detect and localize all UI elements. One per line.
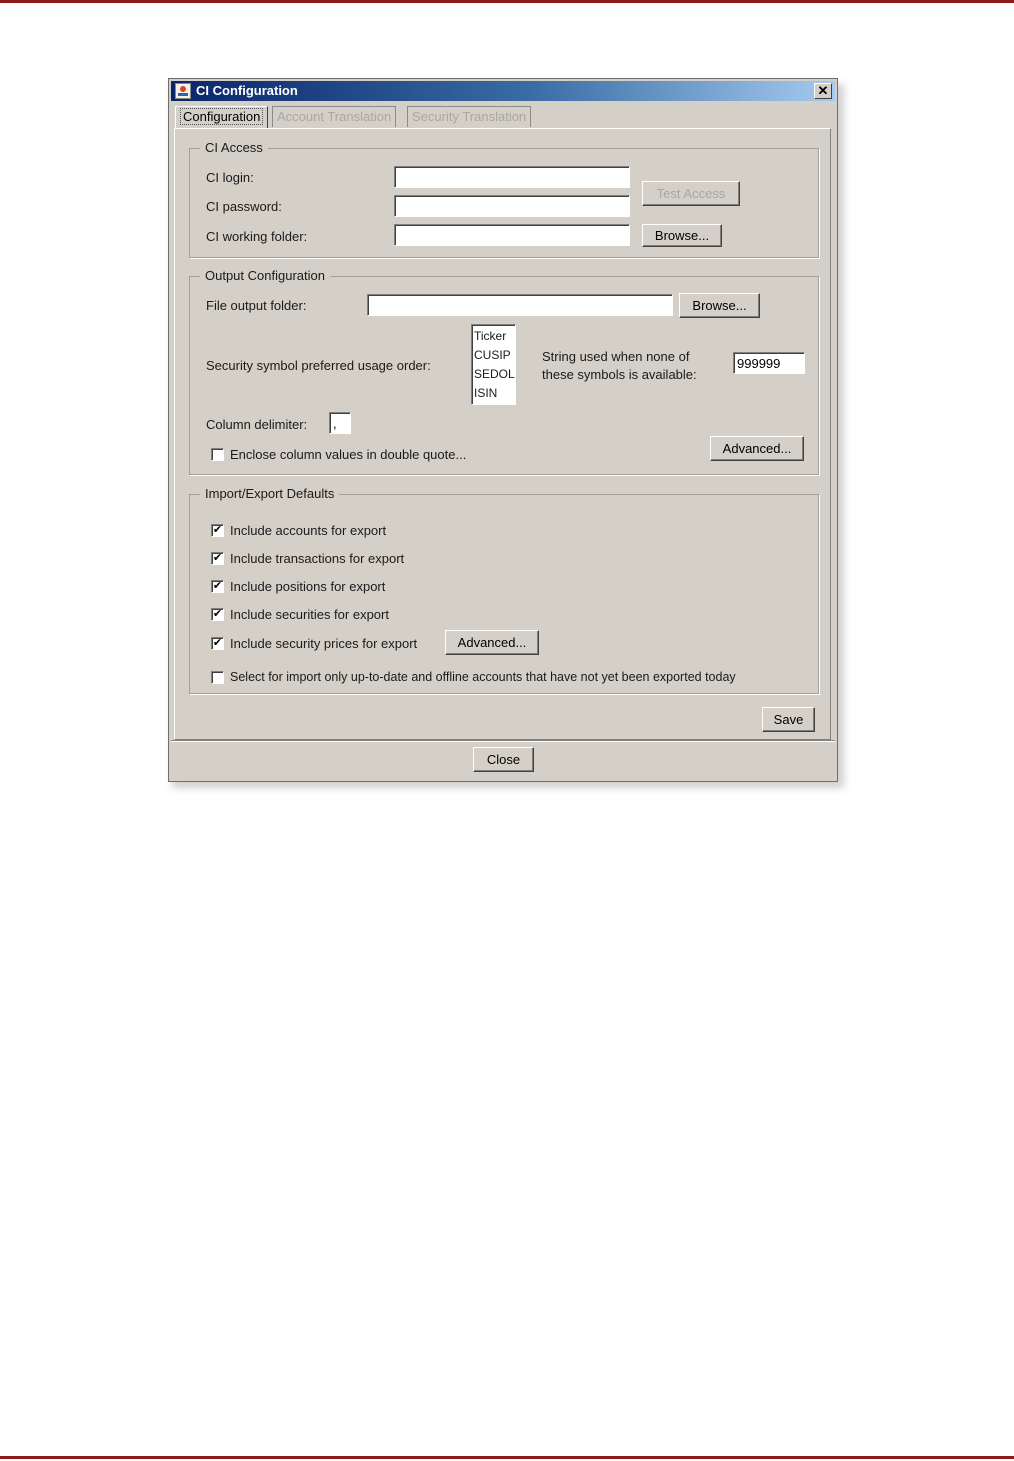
enclose-quotes-label: Enclose column values in double quote... <box>230 447 467 462</box>
enclose-quotes-checkbox[interactable] <box>211 448 224 461</box>
output-browse-button[interactable]: Browse... <box>679 293 760 318</box>
tab-account-translation[interactable]: Account Translation <box>272 106 396 127</box>
include-security-prices-label: Include security prices for export <box>230 636 418 651</box>
save-button[interactable]: Save <box>762 707 815 732</box>
tab-configuration-label: Configuration <box>180 108 263 125</box>
ci-configuration-dialog <box>168 78 838 782</box>
tab-security-translation[interactable]: Security Translation <box>407 106 531 127</box>
ci-access-title: CI Access <box>200 140 268 155</box>
test-access-button[interactable]: Test Access <box>642 181 740 206</box>
ci-password-label: CI password: <box>206 199 282 214</box>
include-transactions-checkbox[interactable]: ✔ <box>212 552 223 564</box>
ci-working-folder-input[interactable] <box>394 224 630 246</box>
select-import-checkbox[interactable] <box>211 671 224 684</box>
output-configuration-title: Output Configuration <box>200 268 330 283</box>
select-import-label: Select for import only up-to-date and offline accounts that have not yet been exported today <box>230 670 736 684</box>
fallback-string-input[interactable] <box>733 352 805 374</box>
java-icon <box>175 83 191 99</box>
symbol-order-list[interactable] <box>471 324 516 405</box>
symbol-order-label: Security symbol preferred usage order: <box>206 358 431 373</box>
ci-login-label: CI login: <box>206 170 254 185</box>
include-positions-label: Include positions for export <box>230 579 386 594</box>
include-accounts-label: Include accounts for export <box>230 523 387 538</box>
output-configuration-group <box>189 268 819 475</box>
include-securities-checkbox[interactable]: ✔ <box>212 608 223 620</box>
ci-login-input[interactable] <box>394 166 630 188</box>
import-export-defaults-title: Import/Export Defaults <box>200 486 339 501</box>
close-icon[interactable]: ✕ <box>814 83 832 99</box>
ci-password-input[interactable] <box>394 195 630 217</box>
list-item[interactable]: Ticker <box>474 329 507 343</box>
include-transactions-label: Include transactions for export <box>230 551 405 566</box>
tab-configuration[interactable] <box>175 106 268 128</box>
ci-access-group <box>189 140 819 258</box>
footer-separator <box>171 740 835 742</box>
ci-working-folder-label: CI working folder: <box>206 229 308 244</box>
page-bottom-rule <box>0 1456 1014 1459</box>
fallback-string-label-line2: these symbols is available: <box>542 367 697 382</box>
list-item[interactable]: CUSIP <box>474 348 511 362</box>
defaults-advanced-button[interactable]: Advanced... <box>445 630 539 655</box>
fallback-string-label-line1: String used when none of <box>542 349 690 364</box>
column-delimiter-input[interactable] <box>329 412 351 434</box>
window-title: CI Configuration <box>196 83 298 98</box>
page-top-rule <box>0 0 1014 3</box>
column-delimiter-label: Column delimiter: <box>206 417 308 432</box>
file-output-folder-label: File output folder: <box>206 298 307 313</box>
title-bar[interactable] <box>171 81 835 101</box>
import-export-defaults-group <box>189 486 819 694</box>
output-advanced-button[interactable]: Advanced... <box>710 436 804 461</box>
configuration-panel <box>174 128 831 740</box>
include-security-prices-checkbox[interactable]: ✔ <box>212 637 223 649</box>
include-accounts-checkbox[interactable]: ✔ <box>212 524 223 536</box>
ci-browse-button[interactable]: Browse... <box>642 224 722 247</box>
list-item[interactable]: SEDOL <box>474 367 515 381</box>
list-item[interactable]: ISIN <box>474 386 498 400</box>
file-output-folder-input[interactable] <box>367 294 673 316</box>
close-button[interactable]: Close <box>473 747 534 772</box>
include-securities-label: Include securities for export <box>230 607 389 622</box>
include-positions-checkbox[interactable]: ✔ <box>212 580 223 592</box>
